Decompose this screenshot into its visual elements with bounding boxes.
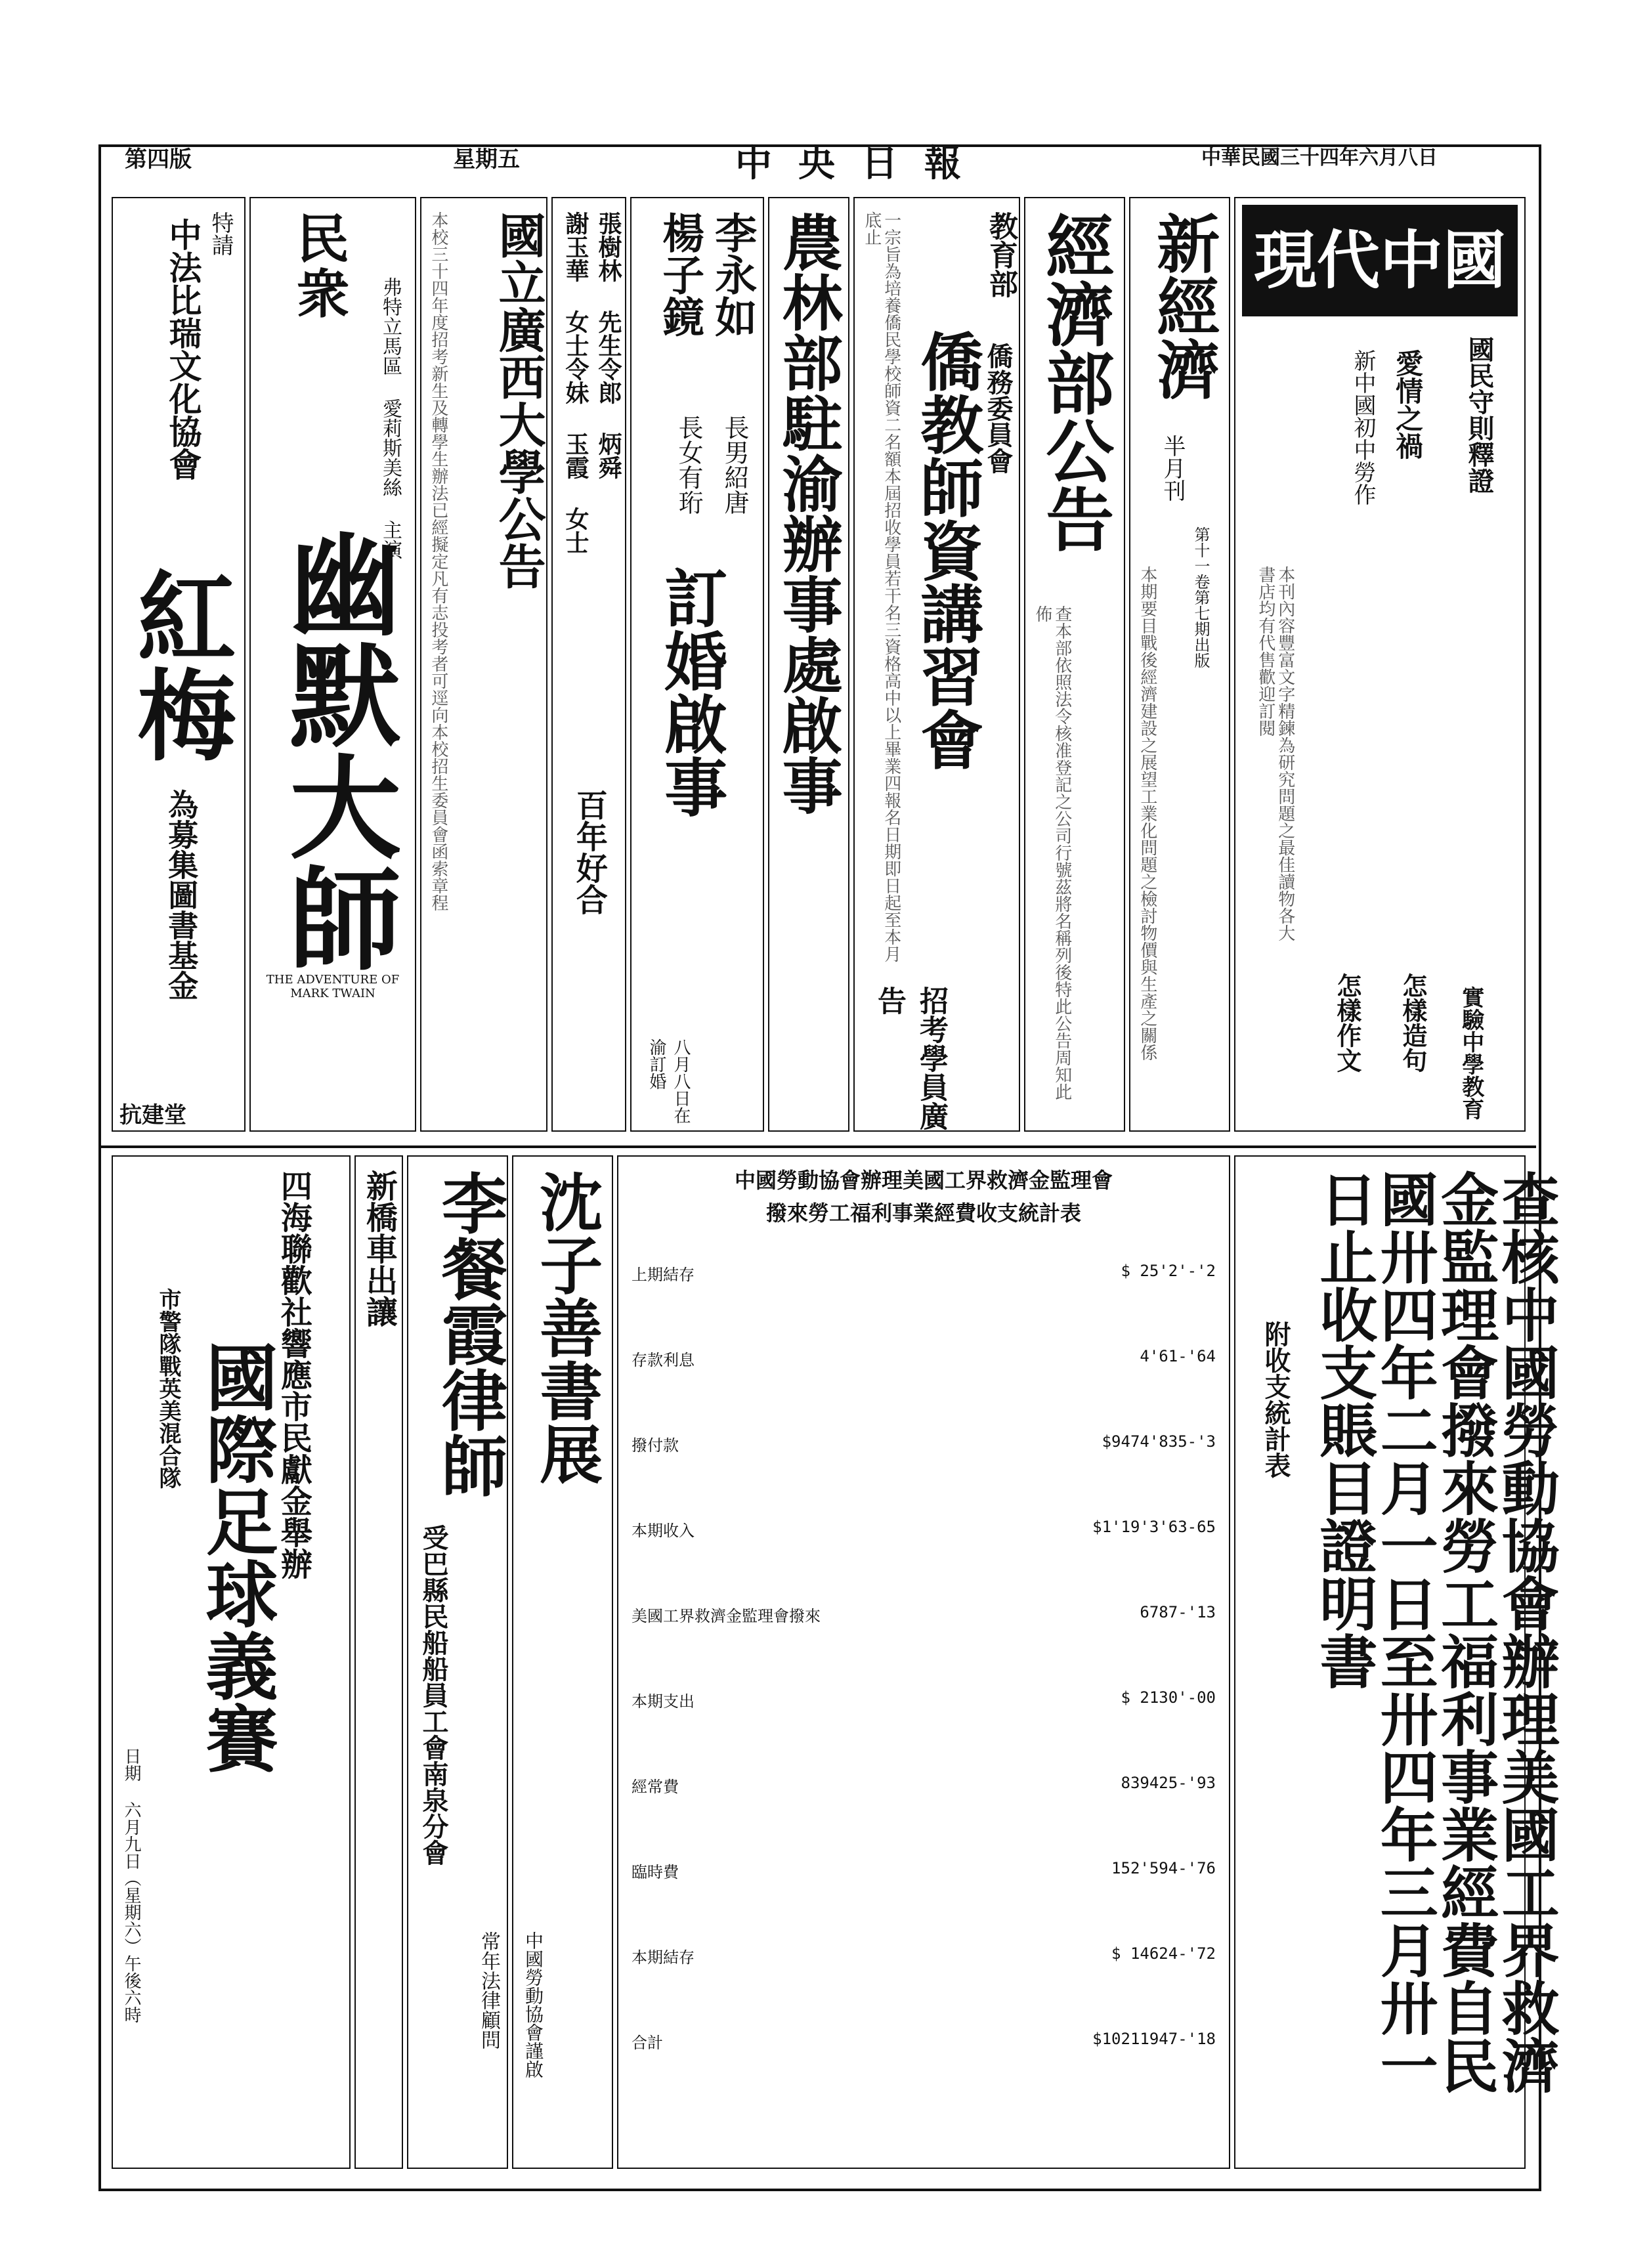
tram-title: 新橋車出讓 [360,1170,398,1327]
guangxi-university-notice [420,197,547,1132]
magazine-body: 本刊內容豐富文字精鍊為研究問題之最佳讀物各大書店均有代售歡迎訂閱 [1255,566,1295,941]
finance-row-label: 本期收入 [632,1522,695,1540]
red-plum-sponsor: 中法比瑞文化協會 [163,218,203,481]
red-plum-ad [112,197,246,1132]
finance-row-value: $ 14624-'72 [1111,1944,1216,1963]
football-title: 國際足球義賽 [194,1340,279,1774]
wedding-line2: 長女有珩 [674,415,703,515]
football-teams: 市警隊戰英美混合隊 [155,1288,181,1489]
movie-ad [249,197,416,1132]
finance-row-value: $1'19'3'63-65 [1092,1518,1216,1536]
finance-row [632,2030,1216,2053]
education-ministry-ad [853,197,1020,1132]
new-economy-title: 新經濟 [1146,211,1221,400]
movie-english: THE ADVENTURE OF MARK TWAIN [266,973,400,1000]
finance-subheading: 撥來勞工福利事業經費收支統計表 [765,1201,1081,1226]
wedding-notice [630,197,764,1132]
football-ad [112,1155,351,2169]
finance-row-value: 6787-'13 [1140,1603,1216,1621]
wedding-date: 八月八日在渝訂婚 [647,1038,691,1124]
football-time: 日期 六月九日（星期六）午後六時 [121,1747,141,2023]
finance-row-label: 合計 [632,2034,663,2052]
magazine-title: 現代中國 [1242,205,1518,316]
red-plum-tag: 特請 [207,211,234,256]
economy-ministry-title: 經濟部公告 [1034,211,1115,553]
calligraphy-title: 沈子善書展 [529,1170,604,1485]
finance-row-value: 152'594-'76 [1111,1859,1216,1877]
agriculture-ministry-notice [768,197,849,1132]
finance-row [632,1347,1216,1371]
wedding-bride: 楊子鏡 [655,211,705,337]
audit-attach: 附收支統計表 [1260,1321,1291,1478]
new-economy-body: 本期要目戰後經濟建設之展望工業化問題之檢討物價與生產之關係 [1137,566,1157,1061]
finance-row-label: 存款利息 [632,1351,695,1369]
movie-stars: 弗特立馬區 愛莉斯美絲 主演 [379,277,402,559]
finance-row-label: 上期結存 [632,1266,695,1284]
masthead-page: 第四版 [125,146,192,173]
movie-brand: 民衆 [297,208,369,325]
finance-row [632,1859,1216,1883]
calligraphy-exhibition [512,1155,613,2169]
congrats-blessing: 百年好合 [570,789,608,915]
finance-row-value: 839425-'93 [1121,1774,1216,1792]
finance-row-label: 本期支出 [632,1692,695,1711]
magazine-book: 愛情之禍 [1392,349,1424,460]
audit-certificate [1234,1155,1561,2169]
finance-table [617,1155,1230,2169]
finance-row [632,1603,1216,1627]
finance-row [632,1518,1216,1541]
magazine-q1: 怎樣造句 [1398,973,1428,1073]
education-suffix: 招考學員廣告 [872,986,948,1130]
football-org: 四海聯歡社響應市民獻金舉辦 [275,1170,312,1579]
magazine-q2: 怎樣作文 [1332,973,1362,1073]
lawyer-role: 常年法律顧問 [477,1931,500,2049]
education-dept-b: 僑務委員會 [983,343,1014,474]
magazine-book2: 新中國初中勞作 [1350,349,1376,505]
section-divider [98,1145,1536,1148]
red-plum-purpose: 為募集圖書基金 [163,789,200,1000]
calligraphy-sponsor: 中國勞動協會謹啟 [523,1931,544,2078]
education-title: 僑教師資講習會 [910,330,985,771]
agriculture-title: 農林部駐渝辦事處啟事 [772,211,844,815]
finance-heading: 中國勞動協會辦理美國工界救濟金監理會 [734,1168,1113,1193]
finance-row-label: 臨時費 [632,1863,679,1881]
masthead-weekday: 星期五 [453,146,520,173]
finance-row [632,1688,1216,1712]
movie-title: 幽默大師 [270,526,402,973]
masthead-paper-name: 中央日報 [735,142,987,185]
magazine-ad [1234,197,1526,1132]
education-body: 一宗旨為培養僑民學校師資二名額本屆招收學員若干名三資格高中以上畢業四報名日期即日起至本月底止 [861,211,901,962]
finance-row [632,1774,1216,1797]
education-dept-a: 教育部 [984,211,1018,298]
finance-row-value: $9474'835-'3 [1102,1432,1216,1451]
finance-row-value: $ 25'2'-'2 [1121,1262,1216,1280]
audit-title: 查核中國勞動協會辦理美國工界救濟金監理會撥來勞工福利事業經費自民國卅四年二月一日至卅四年三月卅一日止收支賬目證明書 [1310,1170,1561,2094]
lawyer-appoint: 受巴縣民船船員工會南泉分會 [418,1524,449,1866]
wedding-line1: 長男紹唐 [720,415,749,515]
finance-row [632,1944,1216,1968]
congrats-names: 張樹林 先生令郎 炳舜 [595,211,622,479]
congrats-names2: 謝玉華 女士令妹 玉霞 女士 [562,211,589,554]
finance-row-value: $10211947-'18 [1092,2030,1216,2048]
congrats-notice [551,197,626,1132]
wedding-title: 訂婚啟事 [654,566,729,818]
finance-rows [618,1262,1229,2154]
economy-ministry-body: 查本部依照法令核准登記之公司行號茲將名稱列後特此公告周知此佈 [1032,605,1072,1100]
masthead-date: 中華民國三十四年六月八日 [1201,146,1438,169]
finance-row-label: 美國工界救濟金監理會撥來 [632,1607,821,1625]
tram-notice [354,1155,403,2169]
wedding-groom: 李永如 [708,211,758,337]
new-economy-subtitle: 半月刊 [1159,435,1186,502]
magazine-series: 實驗中學教育 [1457,986,1484,1120]
finance-row-label: 本期結存 [632,1948,695,1967]
guangxi-title: 國立廣西大學公告 [490,211,547,589]
finance-row-value: 4'61-'64 [1140,1347,1216,1365]
economy-ministry-notice [1024,197,1125,1132]
guangxi-body: 本校三十四年度招考新生及轉學生辦法已經擬定凡有志投考者可逕向本校招生委員會函索章程 [428,211,448,911]
red-plum-title: 紅梅 [120,566,236,763]
lawyer-title: 李餐霞律師 [431,1170,508,1498]
finance-row [632,1262,1216,1285]
new-economy-issue: 第十一卷第七期出版 [1191,526,1210,668]
finance-row-value: $ 2130'-00 [1121,1688,1216,1707]
red-plum-venue: 抗建堂 [119,1102,186,1128]
lawyer-notice [407,1155,508,2169]
finance-row [632,1432,1216,1456]
finance-row-label: 撥付款 [632,1436,679,1455]
new-economy-ad [1129,197,1230,1132]
magazine-rules: 國民守則釋證 [1464,336,1495,494]
finance-row-label: 經常費 [632,1778,679,1796]
